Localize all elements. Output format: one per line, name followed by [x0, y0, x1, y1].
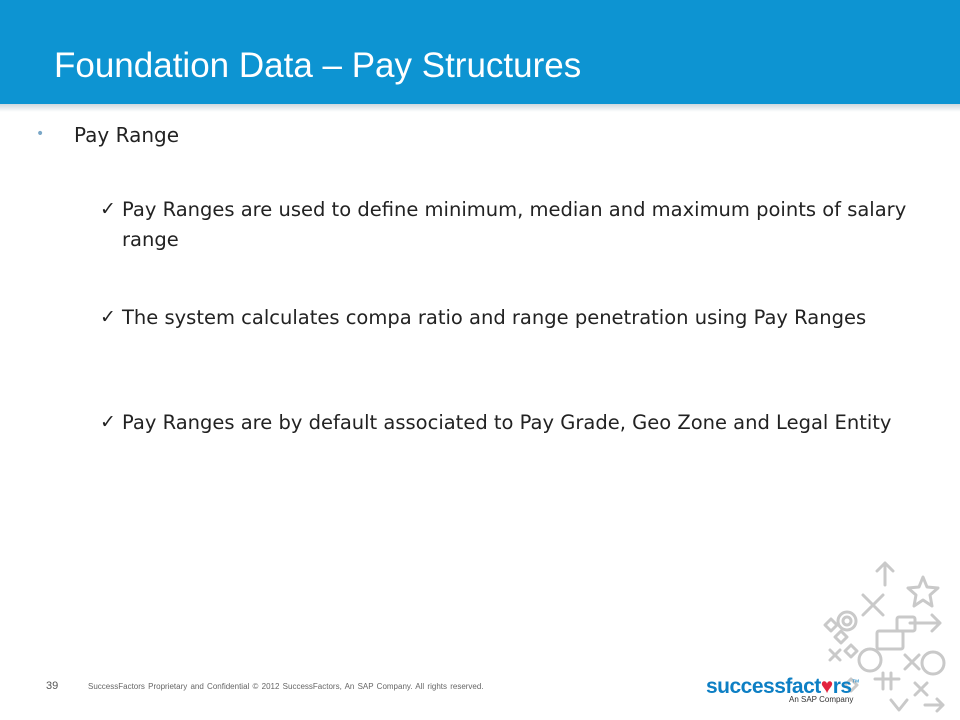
speech-bubble-icon [877, 631, 903, 649]
x-mark-icon [905, 655, 919, 669]
logo-trademark: ™ [851, 678, 860, 687]
checkmark-icon: ✓ [100, 306, 116, 328]
bullet-marker: • [36, 126, 45, 142]
smiley-icon [859, 649, 881, 671]
logo-tagline: An SAP Company [789, 695, 854, 704]
sub-item-text: The system calculates compa ratio and range penetration using Pay Ranges [122, 306, 867, 329]
sub-item-text: Pay Ranges are used to define minimum, median and maximum points of salary range [122, 198, 907, 251]
checkmark-icon: ✓ [100, 198, 116, 220]
star-icon [908, 577, 938, 606]
smiley-icon [922, 652, 944, 674]
slide-title: Foundation Data – Pay Structures [54, 46, 582, 85]
heart-icon: ♥ [820, 675, 833, 698]
logo-wordmark-suffix: rs [832, 675, 852, 698]
checkmark-icon: ✓ [100, 411, 116, 433]
bullet-pay-range: Pay Range [74, 123, 179, 147]
logo-wordmark-prefix: successfact [706, 675, 821, 698]
successfactors-logo [706, 672, 860, 704]
x-mark-icon [863, 595, 883, 615]
x-mark-icon [830, 650, 840, 660]
sub-item-text: Pay Ranges are by default associated to Pay Grade, Geo Zone and Legal Entity [122, 411, 892, 434]
arrow-right-icon [925, 699, 943, 711]
footer-copyright: SuccessFactors Proprietary and Confidential © 2012 SuccessFactors, An SAP Company. All rights reserved. [88, 682, 484, 691]
target-icon [838, 612, 856, 630]
arrow-up-icon [877, 563, 893, 585]
page-number: 39 [46, 680, 59, 692]
grid-icon [875, 673, 899, 689]
